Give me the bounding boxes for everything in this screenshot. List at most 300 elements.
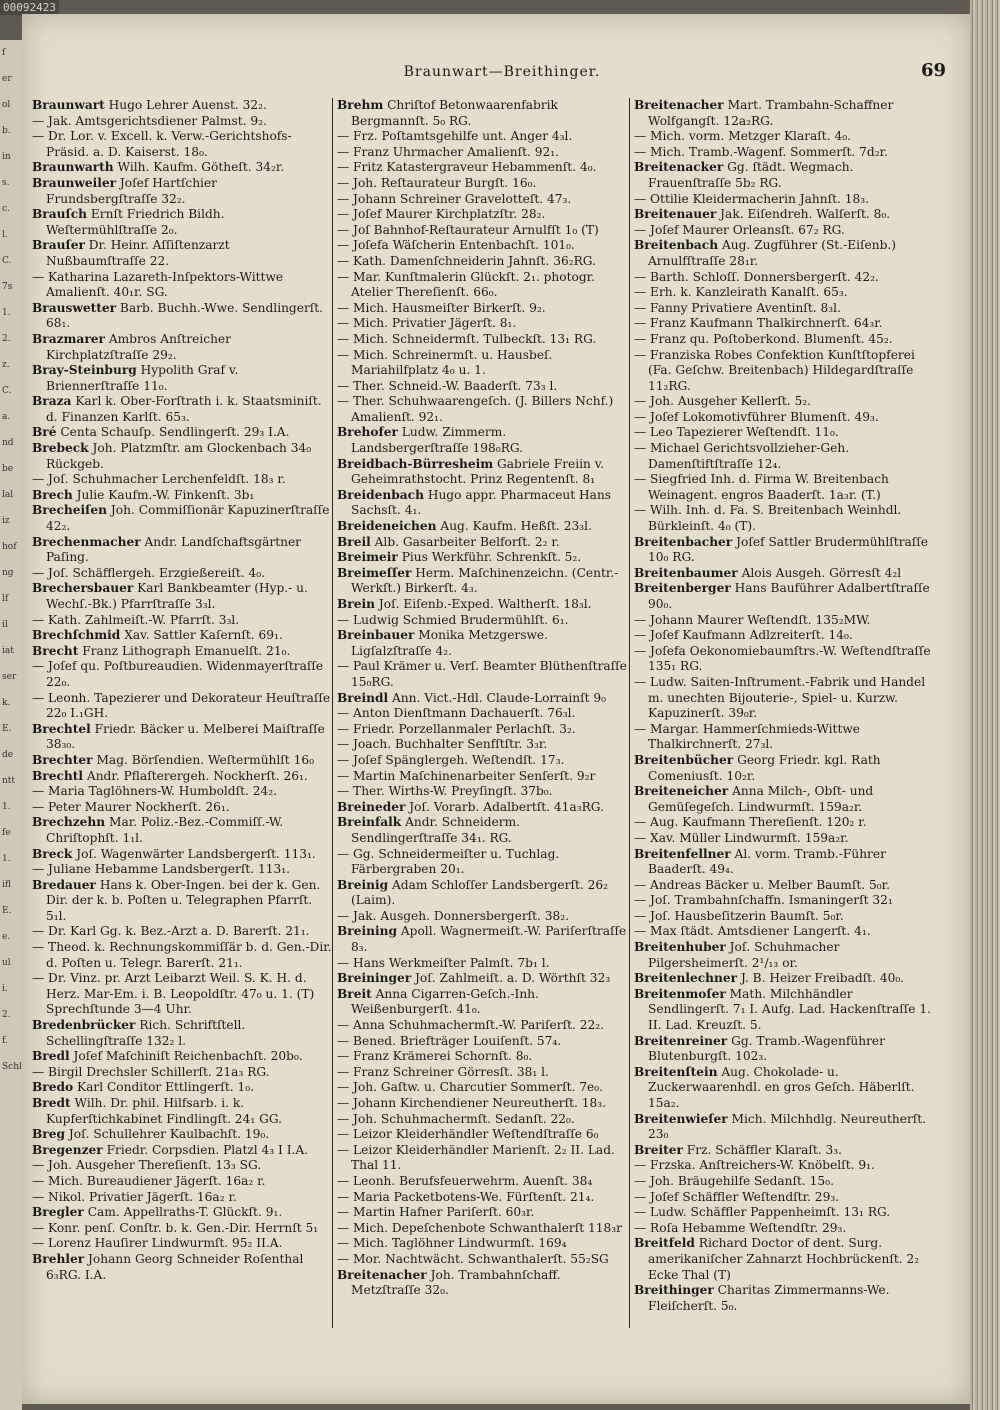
entry-details: — Peter Maurer Nockherſt. 26₁. [32,799,230,814]
directory-entry [337,1143,627,1174]
entry-details: Aug. Chokolade- u. Zuckerwaarenhdl. en gros Geſch. Häberlſt. 15a₂. [648,1064,915,1110]
entry-surname: Breitenbücher [634,752,734,767]
entry-details: Dr. Heinr. Aſſiſtenzarzt Nußbaumſtraſſe 22. [46,238,230,268]
directory-entry [337,1205,627,1221]
entry-details: — Joſef Maurer Kirchplatzſtr. 28₂. [337,207,546,222]
directory-entry [337,207,627,223]
entry-surname: Brecht [32,643,79,658]
entry-details: — Konr. penſ. Conſtr. b. k. Gen.-Dir. Herrnſt 5₁ [32,1220,319,1235]
directory-entry [337,659,627,690]
entry-surname: Brehler [32,1251,85,1266]
directory-entry [337,1236,627,1252]
directory-entry [32,1221,332,1237]
entry-details: Joſ. Eiſenb.-Exped. Waltherſt. 18₃l. [378,597,592,611]
directory-entry [32,207,332,238]
directory-entry [32,581,332,612]
directory-entry [337,550,627,566]
directory-entry [634,192,934,208]
directory-entry [634,1034,934,1065]
directory-entry [32,1018,332,1049]
margin-scrap-text: Schl [2,1062,22,1072]
entry-details: Karl k. Ober-Forſtrath i. k. Staatsminiſt. d. Finanzen Karlſt. 65₃. [46,394,322,424]
directory-entry [634,472,934,503]
entry-surname: Breideneichen [337,519,437,534]
entry-details: — Leo Tapezierer Weſtendſt. 11₀. [634,425,839,440]
entry-details: — Joſ. Schäfflergeh. Erzgießereiſt. 4₀. [32,565,266,580]
entry-details: — Bened. Briefträger Louiſenſt. 57₄. [337,1033,562,1048]
margin-scrap-text: z. [2,360,10,370]
directory-entry [337,597,627,613]
directory-entry [634,394,934,410]
directory-entry [337,1174,627,1190]
directory-entry [32,753,332,769]
directory-entry [337,1268,627,1299]
entry-details: Joh. Platzmſtr. am Glockenbach 34₀ Rückgeb. [46,441,312,471]
entry-details: Joſef Sattler Brudermühlſtraſſe 10₀ RG. [648,534,929,565]
entry-details: Mag. Börſendien. Weſtermühlſt 16₀ [96,752,314,767]
directory-entry [32,270,332,301]
directory-entry [634,1158,934,1174]
entry-surname: Braza [32,394,72,409]
entry-details: Adam Schloſſer Landsbergerſt. 26₂ (Laim). [351,877,608,908]
entry-surname: Breining [337,924,397,939]
margin-scrap-text: a. [2,412,11,422]
entry-surname: Brauſch [32,207,88,222]
entry-details: Joſef Hartſchier Frundsbergſtraſſe 32₂. [46,175,217,206]
entry-details: — Johann Maurer Weſtendſt. 135₂MW. [634,612,871,627]
directory-entry [32,878,332,925]
entry-details: Apoll. Wagnermeiſt.-W. Pariſerſtraſſe 8₃. [351,924,627,955]
directory-entry [634,847,934,878]
entry-details: — Joh. Ausgeher Thereſienſt. 13₃ SG. [32,1158,262,1173]
entry-details: Chriſtof Betonwaarenfabrik Bergmannſt. 5₀ RG. [351,98,558,128]
entry-details: — Margar. Hammerſchmieds-Wittwe Thalkirchnerſt. 27₃l. [634,721,860,752]
entry-details: — Ottilie Kleidermacherin Jahnſt. 18₃. [634,191,870,206]
entry-surname: Breitenlechner [634,971,738,986]
directory-entry [337,691,627,707]
entry-details: — Michael Gerichtsvollzieher-Geh. Damenſtiftſtraſſe 12₄. [634,441,850,471]
entry-surname: Brehofer [337,425,398,440]
entry-details: Xav. Sattler Kaſernſt. 69₁. [124,628,283,643]
entry-details: Johann Georg Schneider Roſenthal 6₃RG. I.A. [46,1251,304,1282]
entry-details: Joſ. Wagenwärter Landsbergerſt. 113₁. [76,846,316,861]
directory-entry [337,1096,627,1112]
entry-details: Mart. Trambahn-Schaffner Wolfgangſt. 12a₂RG. [648,98,894,128]
entry-details: Math. Milchhändler Sendlingerſt. 7₁ I. Aufg. Lad. Hackenſtraſſe 1. II. Lad. Kreuzſt. 5. [648,986,931,1033]
entry-surname: Breimeir [337,550,398,565]
entry-details: — Ludw. Schäffler Pappenheimſt. 13₁ RG. [634,1205,891,1220]
margin-scrap-text: f. [2,1036,8,1046]
entry-details: — Joſef Schäffler Weſtendſtr. 29₃. [634,1189,840,1204]
entry-details: Barb. Buchh.-Wwe. Sendlingerſt. 68₁. [46,300,324,331]
entry-details: — Leonh. Tapezierer und Dekorateur Heuſtraſſe 22₀ I.₁GH. [32,690,331,721]
directory-entry [32,1174,332,1190]
directory-entry [337,1018,627,1034]
directory-entry [32,691,332,722]
entry-details: Centa Schauſp. Sendlingerſt. 29₃ I.A. [60,425,290,440]
margin-scrap-text: e. [2,932,11,942]
entry-details: — Martin Hafner Pariſerſt. 60₃r. [337,1205,535,1220]
directory-entry [634,285,934,301]
margin-scrap-text: C. [2,256,12,266]
entry-surname: Breitfeld [634,1236,695,1251]
directory-entry [337,737,627,753]
entry-details: — Lorenz Hauſirer Lindwurmſt. 95₂ II.A. [32,1236,283,1251]
entry-details: — Jak. Amtsgerichtsdiener Palmst. 9₂. [32,113,267,128]
entry-details: Joſ. Schullehrer Kaulbachſt. 19₀. [68,1127,270,1142]
entry-details: Aug. Kaufm. Heßſt. 23₃l. [440,519,592,534]
directory-entry [32,301,332,332]
directory-entry [634,425,934,441]
margin-scrap-text: s. [2,178,10,188]
directory-entry [337,1065,627,1081]
directory-entry [634,238,934,269]
running-title: Braunwart—Breithinger. [403,64,601,80]
directory-entry [634,316,934,332]
entry-details: Monika Metzgerswe. Ligſalzſtraſſe 4₂. [351,628,549,658]
entry-details: — Mich. vorm. Metzger Klaraſt. 4₀. [634,129,851,144]
directory-entry [634,129,934,145]
entry-details: — Frz. Poſtamtsgehilfe unt. Anger 4₃l. [337,129,573,144]
entry-surname: Braunwart [32,98,105,112]
margin-scrap-text: 2. [2,1010,11,1020]
entry-details: — Katharina Lazareth-Inſpektors-Wittwe Amalienſt. 40₁r. SG. [32,269,284,300]
directory-entry [32,1252,332,1283]
directory-entry [32,924,332,940]
left-margin-scraps [0,40,22,1410]
directory-entry [337,1190,627,1206]
directory-entry [32,815,332,846]
directory-entry [634,987,934,1034]
entry-details: Karl Conditor Ettlingerſt. 1₀. [77,1080,254,1095]
directory-entry [32,628,332,644]
directory-entry [634,815,934,831]
entry-details: — Franz Kaufmann Thalkirchnerſt. 64₃r. [634,316,883,331]
entry-details: — Joh. Reſtaurateur Burgſt. 16₀. [337,175,537,190]
entry-details: — Maria Taglöhners-W. Humboldſt. 24₂. [32,784,278,799]
entry-details: — Andreas Bäcker u. Melber Baumſt. 5₀r. [634,877,890,892]
entry-details: Jak. Eiſendreh. Walſerſt. 8₀. [720,207,891,222]
entry-surname: Braunweiler [32,175,117,190]
directory-entry [32,425,332,441]
entry-details: — Dr. Vinz. pr. Arzt Leibarzt Weil. S. K. H. d. Herz. Mar-Em. i. B. Leopoldſtr. 47₀ u. 1. (T) Sprechſtunde 3—4 Uhr. [32,971,315,1017]
entry-details: Joſ. Vorarb. Adalbertſt. 41a₃RG. [409,799,604,814]
entry-details: — Barth. Schloſſ. Donnersbergerſt. 42₂. [634,269,879,284]
entry-details: — Aug. Kaufmann Thereſienſt. 120₂ r. [634,815,867,830]
margin-scrap-text: iat [2,646,14,656]
entry-details: Joſ. Zahlmeiſt. a. D. Wörthſt 32₃ [415,971,611,986]
directory-entry [32,862,332,878]
margin-scrap-text: f [2,48,6,58]
entry-details: — Mich. Bureaudiener Jägerſt. 16a₂ r. [32,1173,266,1188]
column-rule [332,98,333,1328]
directory-entry [32,503,332,534]
directory-entry [634,1205,934,1221]
entry-surname: Brazmarer [32,331,105,346]
directory-entry [337,98,627,129]
entry-surname: Breitenacher [634,98,724,112]
directory-entry [634,878,934,894]
entry-details: — Johann Kirchendiener Neureutherſt. 18₃. [337,1096,607,1110]
entry-details: — Friedr. Porzellanmaler Perlachſt. 3₂. [337,721,576,736]
directory-entry [634,332,934,348]
column-1 [32,98,332,1408]
entry-details: — Wilh. Inh. d. Fa. S. Breitenbach Weinhdl. Bürkleinſt. 4₀ (T). [634,503,902,534]
entry-details: Andr. Pflaſterergeh. Nockherſt. 26₁. [86,768,308,783]
entry-surname: Brecheiſen [32,503,107,518]
directory-entry [337,192,627,208]
directory-entry [337,176,627,192]
directory-entry [337,1034,627,1050]
entry-surname: Breinig [337,877,389,892]
directory-entry [32,114,332,130]
directory-entry [32,535,332,566]
entry-details: Friedr. Corpsdien. Platzl 4₃ I I.A. [106,1142,309,1157]
directory-entry [32,363,332,394]
entry-details: — Max ſtädt. Amtsdiener Langerſt. 4₁. [634,924,871,939]
directory-entry [634,581,934,612]
entry-details: Anna Cigarren-Geſch.-Inh. Weißenburgerſt. 41₀. [351,986,539,1017]
entry-details: — Joſefa Wäſcherin Entenbachſt. 101₀. [337,238,575,253]
entry-details: Gabriele Freiin v. Geheimrathstocht. Prinz Regentenſt. 8₁ [351,456,605,487]
directory-entry [634,535,934,566]
directory-entry [337,425,627,456]
directory-entry [634,98,934,129]
entry-details: — Anna Schuhmachermſt.-W. Pariſerſt. 22₂. [337,1018,605,1033]
entry-details: — Joſef qu. Poſtbureaudien. Widenmayerſtraſſe 22₀. [32,659,324,689]
entry-details: Hans Bauführer Adalbertſtraſſe 90₀. [648,581,930,611]
entry-details: Pius Werkführ. Schrenkſt. 5₂. [401,550,582,565]
directory-entry [634,613,934,629]
entry-surname: Breiter [634,1142,683,1157]
directory-entry [32,472,332,488]
entry-surname: Bredenbrücker [32,1018,136,1033]
directory-entry [337,145,627,161]
entry-details: — Franz Schreiner Görresſt. 38₁ l. [337,1064,549,1079]
entry-details: — Ludwig Schmied Brudermühlſt. 6₁. [337,612,569,627]
directory-entry [32,1065,332,1081]
directory-entry [337,1221,627,1237]
directory-entry [337,129,627,145]
margin-scrap-text: i. [2,984,8,994]
entry-surname: Breitenhuber [634,940,726,955]
entry-surname: Brechtl [32,768,84,783]
directory-entry [337,815,627,846]
entry-details: Andr. Schneiderm. Sendlingerſtraſſe 34₁. RG. [351,815,521,845]
margin-scrap-text: ifl [2,880,11,890]
directory-entry [337,1252,627,1268]
entry-details: — Ther. Schneid.-W. Baaderſt. 73₃ l. [337,378,558,393]
entry-details: Charitas Zimmermanns-We. Fleiſcherſt. 5₀. [648,1283,890,1313]
entry-details: — Joſefa Oekonomiebaumſtrs.-W. Weſtendſtraſſe 135₁ RG. [634,643,931,674]
entry-details: Ann. Vict.-Hdl. Claude-Lorrainſt 9₀ [392,690,607,705]
margin-scrap-text: lal [2,490,14,500]
entry-details: — Kath. Zahlmeiſt.-W. Pfarrſt. 3₃l. [32,612,240,627]
directory-entry [634,270,934,286]
margin-scrap-text: 1. [2,308,11,318]
entry-details: Georg Friedr. kgl. Rath Comeniusſt. 10₂r. [648,752,881,783]
directory-page [22,14,970,1404]
directory-entry [32,98,332,114]
directory-entry [634,348,934,395]
margin-scrap-text: ntt [2,776,16,786]
margin-scrap-text: il [2,620,8,630]
entry-surname: Brechzehn [32,815,106,830]
entry-details: — Mar. Kunſtmalerin Glückſt. 2₁. photogr. Atelier Thereſienſt. 66₀. [337,269,595,300]
directory-entry [634,1221,934,1237]
directory-entry [634,628,934,644]
directory-entry [32,1080,332,1096]
entry-details: — Birgil Drechsler Schillerſt. 21a₃ RG. [32,1064,270,1079]
entry-details: — Anton Dienſtmann Dachauerſt. 76₃l. [337,706,576,721]
page-edge [970,0,1000,1410]
entry-details: Anna Milch-, Obſt- und Gemüſegeſch. Lindwurmſt. 159a₂r. [648,784,874,814]
entry-surname: Brein [337,597,375,611]
entry-details: — Fanny Privatiere Aventinſt. 8₃l. [634,300,841,315]
directory-entry [337,722,627,738]
entry-details: — Mich. Tramb.-Wagenf. Sommerſt. 7d₂r. [634,144,888,159]
directory-entry [32,1158,332,1174]
directory-entry [634,566,934,582]
entry-details: Gg. ſtädt. Wegmach. Frauenſtraſſe 5b₂ RG. [648,160,854,190]
entry-details: — Joſ. Schuhmacher Lerchenfeldſt. 18₃ r. [32,472,286,487]
directory-entry [337,909,627,925]
entry-surname: Brauſer [32,238,85,253]
directory-entry [32,176,332,207]
entry-details: — Dr. Lor. v. Excell. k. Verw.-Gerichtshofs-Präsid. a. D. Kaiserst. 18₀. [32,129,292,159]
margin-scrap-text: b. [2,126,11,136]
entry-surname: Breimeſſer [337,565,412,580]
directory-entry [32,1143,332,1159]
entry-details: — Erh. k. Kanzleirath Kanalſt. 65₃. [634,285,848,300]
directory-entry [634,893,934,909]
directory-entry [32,971,332,1018]
entry-surname: Breitenauer [634,207,717,222]
margin-scrap-text: ser [2,672,17,682]
entry-details: — Martin Maſchinenarbeiter Senſerſt. 9₂r [337,768,596,783]
entry-surname: Bredl [32,1049,70,1064]
entry-details: — Roſa Hebamme Weſtendſtr. 29₃. [634,1220,847,1235]
directory-entry [337,706,627,722]
entry-details: Wilh. Kaufm. Götheſt. 34₂r. [117,160,285,175]
entry-details: — Dr. Karl Gg. k. Bez.-Arzt a. D. Barerſt. 21₁. [32,924,310,939]
directory-entry [634,1065,934,1112]
entry-details: — Leizor Kleiderhändler Marienſt. 2₂ II. Lad. Thal 11. [337,1142,615,1173]
entry-details: — Franz Krämerei Schornſt. 8₀. [337,1049,533,1064]
margin-scrap-text: k. [2,698,11,708]
entry-details: — Franziska Robes Confektion Kunſtſtopferei (Fa. Geſchw. Breitenbach) Hildegardſtraſſe 11₂RG. [634,347,915,393]
entry-details: Franz Lithograph Emanuelſt. 21₀. [82,643,291,658]
margin-scrap-text: in [2,152,11,162]
entry-details: — Joh. Schuhmachermſt. Sedanſt. 22₀. [337,1111,575,1126]
entry-details: — Joſ. Trambahnſchaffn. Ismaningerſt 32₁ [634,893,893,908]
directory-entry [32,722,332,753]
directory-entry [337,270,627,301]
directory-entry [634,410,934,426]
margin-scrap-text: l. [2,230,8,240]
entry-details: Frz. Schäffler Klaraſt. 3₃. [686,1142,843,1157]
directory-entry [32,1049,332,1065]
directory-entry [634,441,934,472]
margin-scrap-text: fe [2,828,11,838]
entry-details: — Johann Schreiner Gravelotteſt. 47₃. [337,191,572,206]
entry-details: — Franz Uhrmacher Amalienſt. 92₁. [337,144,560,159]
margin-scrap-text: lf [2,594,9,604]
directory-entry [32,784,332,800]
directory-entry [32,441,332,472]
entry-surname: Breitenbaumer [634,565,738,580]
directory-entry [32,644,332,660]
margin-scrap-text: 7s [2,282,13,292]
directory-entry [32,800,332,816]
entry-details: — Mor. Nachtwächt. Schwanthalerſt. 55₂SG [337,1251,609,1266]
entry-surname: Bredo [32,1080,74,1095]
entry-details: Karl Bankbeamter (Hyp.- u. Wechſ.-Bk.) Pfarrſtraſſe 3₃l. [46,581,308,611]
entry-surname: Breineder [337,799,406,814]
entry-surname: Breit [337,986,372,1001]
directory-entry [337,1049,627,1065]
directory-entry [634,1190,934,1206]
entry-details: Joſ. Schuhmacher Pilgersheimerſt. 2¹/₁₃ or. [648,940,840,970]
entry-details: — Juliane Hebamme Landsbergerſt. 113₁. [32,862,291,877]
directory-entry [337,753,627,769]
entry-surname: Bredt [32,1096,71,1110]
entry-details: Hugo appr. Pharmaceut Hans Sachsſt. 4₁. [351,487,612,518]
margin-scrap-text: E. [2,906,12,916]
entry-details: — Mich. Depeſchenbote Schwanthalerſt 118₃r [337,1220,623,1235]
entry-details: — Hans Werkmeiſter Palmſt. 7b₁ l. [337,955,550,970]
entry-details: — Kath. Damenſchneiderin Jahnſt. 36₂RG. [337,253,596,268]
directory-entry [634,145,934,161]
margin-scrap-text: er [2,74,12,84]
entry-details: — Paul Krämer u. Verſ. Beamter Blüthenſtraſſe 15₀RG. [337,659,627,689]
margin-scrap-text: ol [2,100,11,110]
directory-entry [337,535,627,551]
directory-entry [337,223,627,239]
entry-details: Hypolith Graf v. Briennerſtraſſe 11₀. [46,363,239,393]
entry-details: Hans k. Ober-Ingen. bei der k. Gen. Dir. der k. b. Poſten u. Telegraphen Pfarrſt. 5₁l. [46,877,321,923]
entry-surname: Bré [32,425,57,440]
entry-details: Ernſt Friedrich Bildh. Weſtermühlſtraſſe 2₀. [46,207,225,237]
directory-entry [337,769,627,785]
entry-surname: Breil [337,534,371,549]
entry-surname: Breitenſtein [634,1064,718,1079]
entry-details: — Frzska. Anſtreichers-W. Knöbelſt. 9₁. [634,1158,875,1173]
entry-details: — Maria Packetbotens-We. Fürſtenſt. 21₄. [337,1189,595,1204]
entry-details: — Joach. Buchhalter Senfſtſtr. 3₃r. [337,737,548,752]
entry-details: — Mich. Privatier Jägerſt. 8₁. [337,316,517,331]
entry-surname: Breiteneicher [634,784,729,799]
directory-entry [634,924,934,940]
entry-surname: Breitenacher [337,1267,427,1282]
entry-surname: Bredauer [32,877,96,892]
entry-details: Mich. Milchhdlg. Neureutherſt. 23₀ [648,1111,927,1142]
entry-details: — Gg. Schneidermeiſter u. Tuchlag. Färbergraben 20₁. [337,846,560,877]
entry-details: — Franz qu. Poſtoberkond. Blumenſt. 45₂. [634,331,893,346]
directory-entry [337,160,627,176]
entry-surname: Breitenwieſer [634,1111,728,1126]
entry-surname: Bregenzer [32,1142,103,1157]
directory-entry [337,956,627,972]
directory-entry [32,238,332,269]
column-2 [337,98,627,1408]
entry-surname: Brehm [337,98,384,112]
entry-surname: Brechenmacher [32,534,141,549]
directory-entry [634,1283,934,1314]
directory-entry [337,488,627,519]
directory-entry [337,348,627,379]
directory-entry [32,769,332,785]
